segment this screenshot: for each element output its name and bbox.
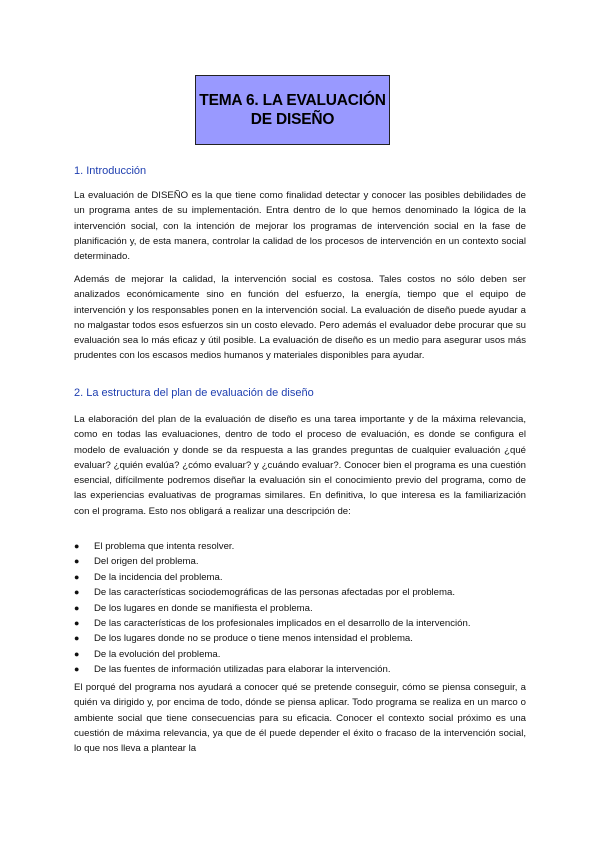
list-item [74,539,534,554]
title-line-1: TEMA 6. LA EVALUACIÓN [199,92,386,109]
bullet-icon: ● [74,602,80,613]
list-item-text: De las características de los profesionales implicados en el desarrollo de la intervención. [94,617,471,629]
section-heading-estructura: 2. La estructura del plan de evaluación de diseño [74,387,314,399]
paragraph-estructura-1: La elaboración del plan de la evaluación de diseño es una tarea importante y de la máxima relevancia, como en todas las evaluaciones, dentro de todo el proceso de evaluación, es donde se configura el modelo de evaluación y donde se da respuesta a las grandes preguntas de cualquier evaluación ¿qué evaluar? ¿quién evalúa? ¿cómo evaluar? y ¿cuándo evaluar?. Conocer bien el programa es una cuestión esencial, difícilmente podremos diseñar la evaluación sin el conocimiento previo del programa, como de las experiencias evaluativas de programas similares. En definitiva, lo que interesa es la familiarización con el programa. Esto nos obligará a realizar una descripción de: [74,414,526,517]
list-item [74,616,534,631]
list-item-text: De la evolución del problema. [94,648,221,660]
list-item-text: El problema que intenta resolver. [94,541,235,552]
list-item [74,554,534,569]
bullet-icon: ● [74,571,80,582]
title-line-2: DE DISEÑO [250,111,335,128]
list-item-text: De las características sociodemográficas de las personas afectadas por el problema. [94,587,456,599]
bullet-icon: ● [74,617,80,628]
list-item-text: De la incidencia del problema. [94,571,223,583]
title-box [195,75,390,145]
bullet-icon: ● [74,664,80,675]
paragraph-intro-1: La evaluación de DISEÑO es la que tiene como finalidad detectar y conocer las posibles debilidades de un programa antes de su implementación. Entra dentro de lo que hemos denominado la lógica de la intervención social, con la intención de mejorar los programas de intervención social en la fase de planificación y, de esta manera, controlar la calidad de los procesos de intervención en un contexto social determinado. [74,190,526,263]
bullet-icon: ● [74,633,80,644]
bullet-icon: ● [74,648,80,659]
list-item-text: De los lugares donde no se produce o tiene menos intensidad el problema. [94,633,413,645]
list-item-text: De las fuentes de información utilizadas para elaborar la intervención. [94,664,391,676]
paragraph-estructura-2: El porqué del programa nos ayudará a conocer qué se pretende conseguir, cómo se piensa conseguir, a quién va dirigido y, por encima de todo, dónde se piensa aplicar. Todo programa se realiza en un marco o ambiente social que tiene consecuencias para su eficacia. Conocer el contexto social próximo es una cuestión de máxima relevancia, ya que de él puede depender el éxito o fracaso de la intervención social, lo que nos lleva a plantear la [74,682,526,755]
list-item [74,585,534,600]
section-heading-introduccion: 1. Introducción [74,165,147,177]
bullet-icon: ● [74,587,80,598]
list-item-text: Del origen del problema. [94,556,199,568]
paragraph-intro-2: Además de mejorar la calidad, la intervención social es costosa. Tales costos no sólo deben ser analizados económicamente sino en función del esfuerzo, la energía, tiempo que el equipo de intervención y los responsables ponen en la intervención social. La evaluación de diseño puede ayudar a no malgastar todos esos esfuerzos sin un costo elevado. Pero además el evaluador debe procurar que su evaluación sea lo más eficaz y útil posible. La evaluación de diseño es un medio para asegurar usos más prudentes con los escasos medios humanos y materiales disponibles para ayudar. [74,274,526,362]
list-item [74,601,534,616]
list-item [74,570,534,585]
list-item-text: De los lugares en donde se manifiesta el problema. [94,602,313,614]
bullet-icon: ● [74,541,80,551]
list-item [74,662,534,677]
bullet-list [74,539,534,678]
bullet-icon: ● [74,556,80,567]
list-item [74,631,534,646]
list-item [74,647,534,662]
